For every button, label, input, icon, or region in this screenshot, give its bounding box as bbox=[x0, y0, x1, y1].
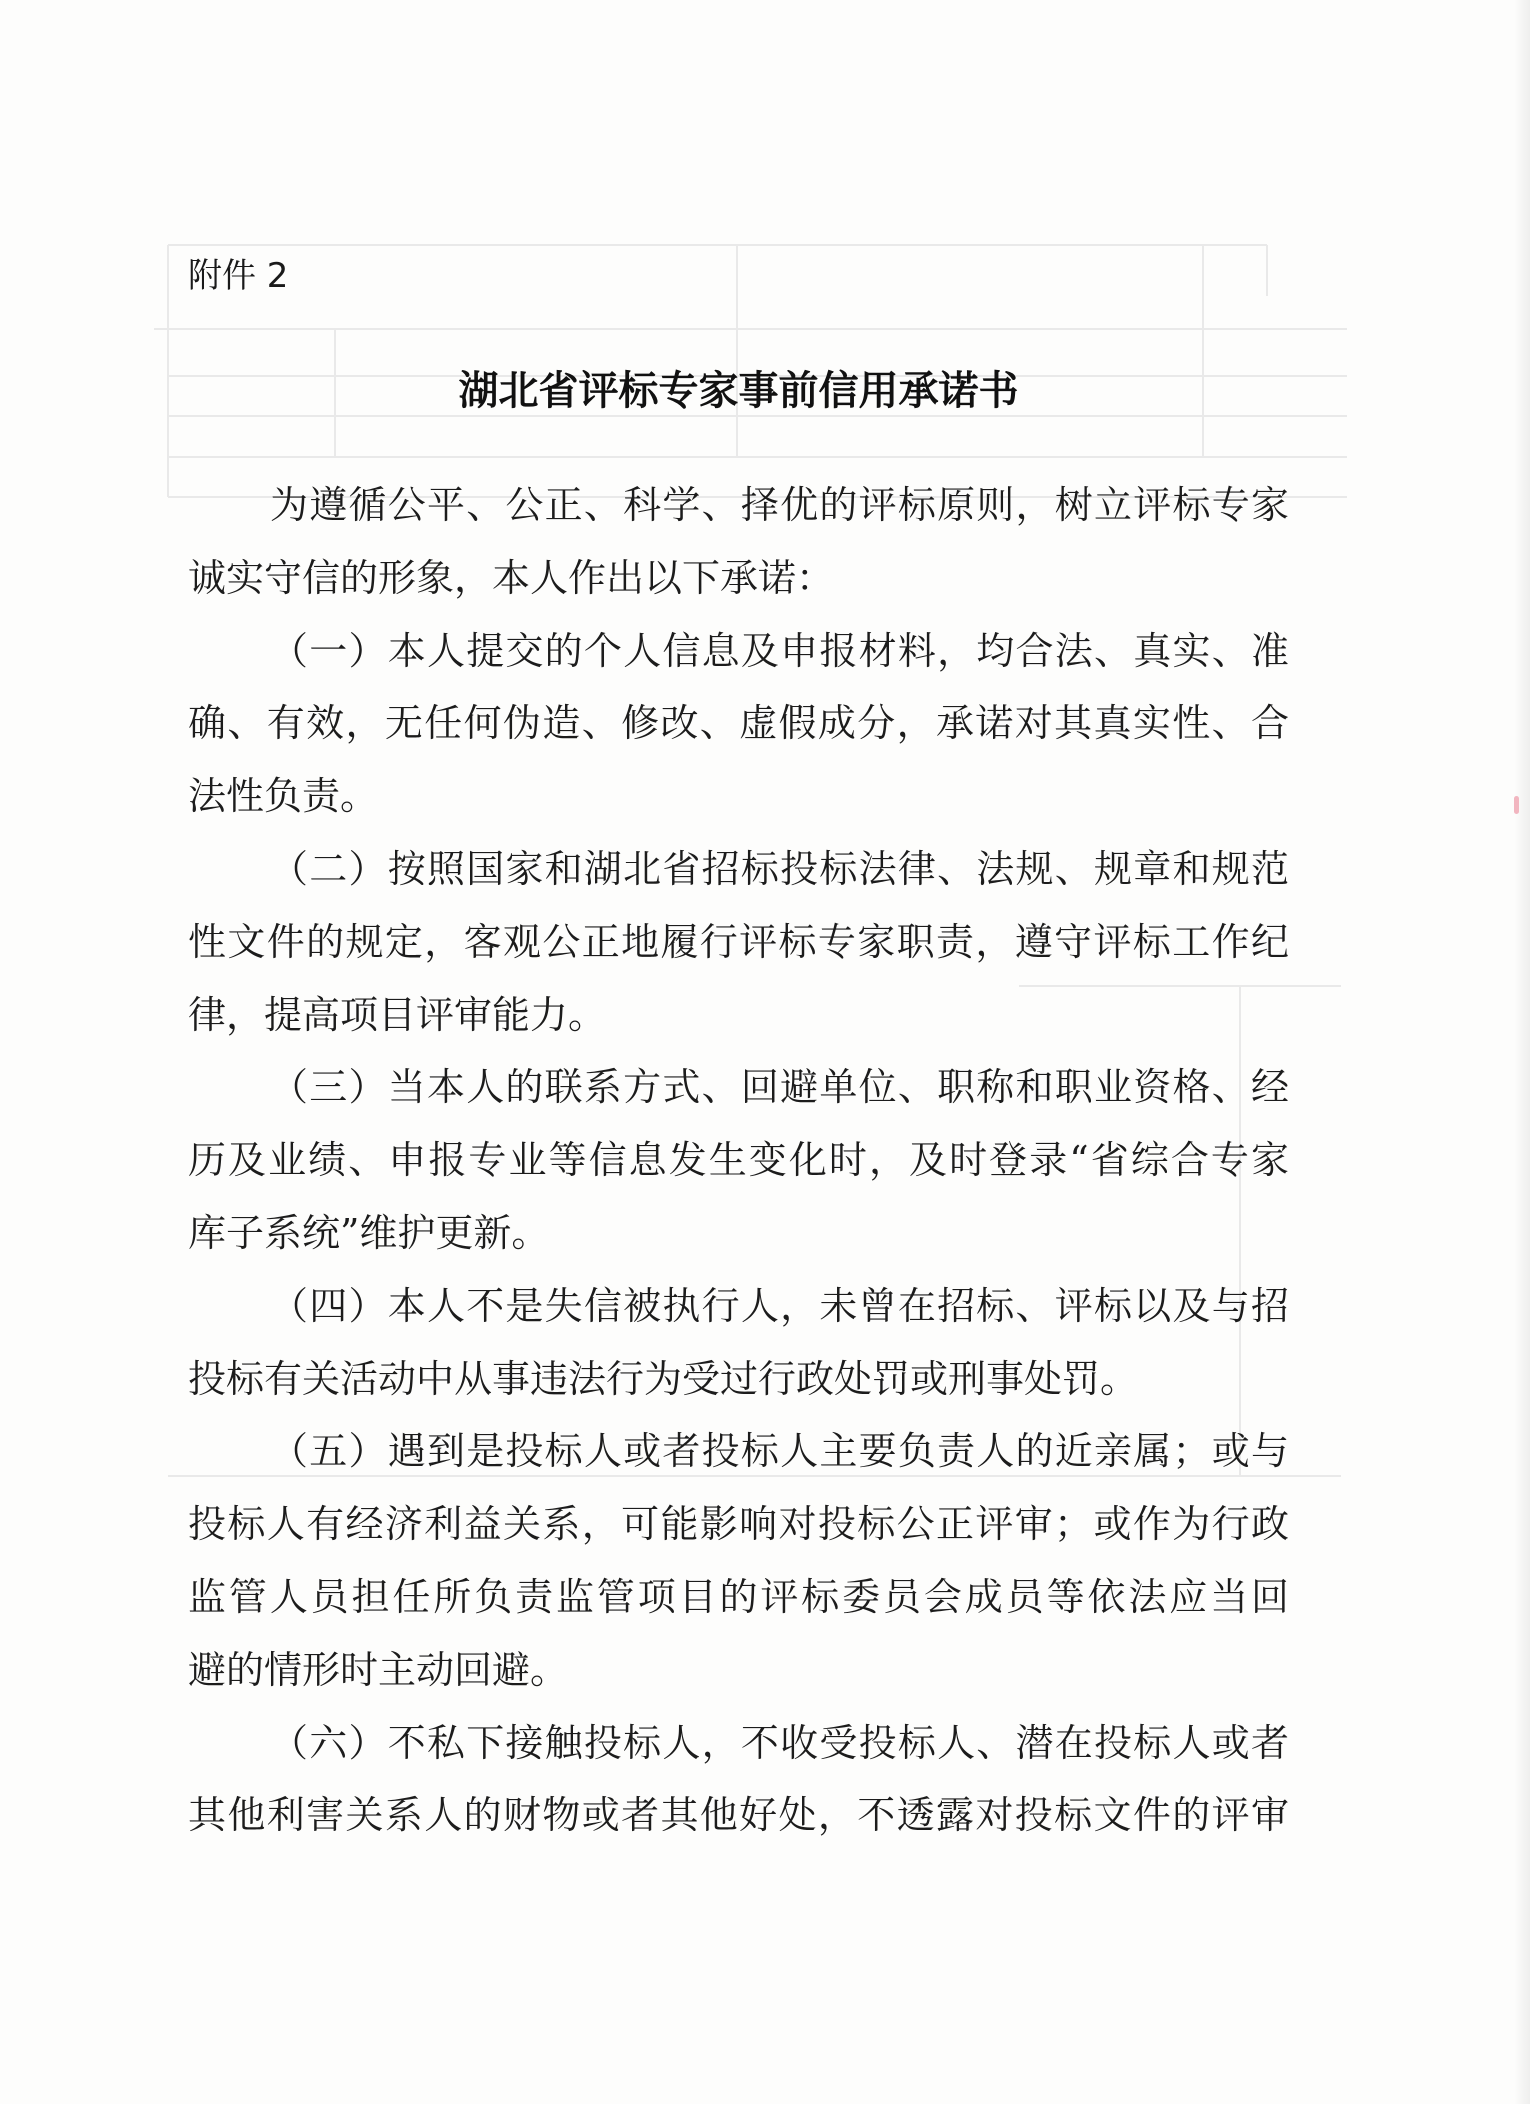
body-line: （五）遇到是投标人或者投标人主要负责人的近亲属；或与 bbox=[270, 1429, 1289, 1474]
body-line: 投标人有经济利益关系，可能影响对投标公正评审；或作为行政 bbox=[188, 1502, 1289, 1547]
body-line: （一）本人提交的个人信息及申报材料，均合法、真实、准 bbox=[270, 628, 1289, 673]
body-line: 监管人员担任所负责监管项目的评标委员会成员等依法应当回 bbox=[188, 1574, 1289, 1619]
body-line: 其他利害关系人的财物或者其他好处，不透露对投标文件的评审 bbox=[188, 1793, 1289, 1838]
body-line: 避的情形时主动回避。 bbox=[188, 1647, 569, 1692]
paragraph-clause-6 bbox=[188, 1707, 1289, 1853]
body-line: 法性负责。 bbox=[188, 774, 379, 819]
paragraph-clause-2 bbox=[188, 833, 1289, 1051]
body-line: 确、有效，无任何伪造、修改、虚假成分，承诺对其真实性、合 bbox=[188, 701, 1289, 746]
body-line: 历及业绩、申报专业等信息发生变化时，及时登录“省综合专家 bbox=[188, 1138, 1289, 1183]
paragraph-intro bbox=[188, 469, 1289, 615]
body-line: 性文件的规定，客观公正地履行评标专家职责，遵守评标工作纪 bbox=[188, 919, 1289, 964]
body-line: （四）本人不是失信被执行人，未曾在招标、评标以及与招 bbox=[270, 1283, 1289, 1328]
scan-edge-shading bbox=[1514, 0, 1530, 2104]
paragraph-clause-5 bbox=[188, 1415, 1289, 1706]
paragraph-clause-1 bbox=[188, 615, 1289, 833]
body-line: （二）按照国家和湖北省招标投标法律、法规、规章和规范 bbox=[270, 846, 1289, 891]
body-line: 律，提高项目评审能力。 bbox=[188, 992, 607, 1037]
document-body bbox=[188, 469, 1289, 1852]
body-line: （六）不私下接触投标人，不收受投标人、潜在投标人或者 bbox=[270, 1720, 1289, 1765]
body-line: 为遵循公平、公正、科学、择优的评标原则，树立评标专家 bbox=[270, 483, 1289, 527]
red-ink-mark bbox=[1514, 796, 1519, 814]
paragraph-clause-3 bbox=[188, 1051, 1289, 1269]
body-line: 诚实守信的形象，本人作出以下承诺： bbox=[188, 555, 835, 600]
attachment-label: 附件 2 bbox=[188, 256, 289, 296]
body-line: 投标有关活动中从事违法行为受过行政处罚或刑事处罚。 bbox=[188, 1356, 1139, 1401]
paragraph-clause-4 bbox=[188, 1270, 1289, 1416]
body-line: （三）当本人的联系方式、回避单位、职称和职业资格、经 bbox=[270, 1065, 1289, 1110]
document-title: 湖北省评标专家事前信用承诺书 bbox=[458, 367, 1019, 414]
body-line: 库子系统”维护更新。 bbox=[188, 1210, 550, 1255]
